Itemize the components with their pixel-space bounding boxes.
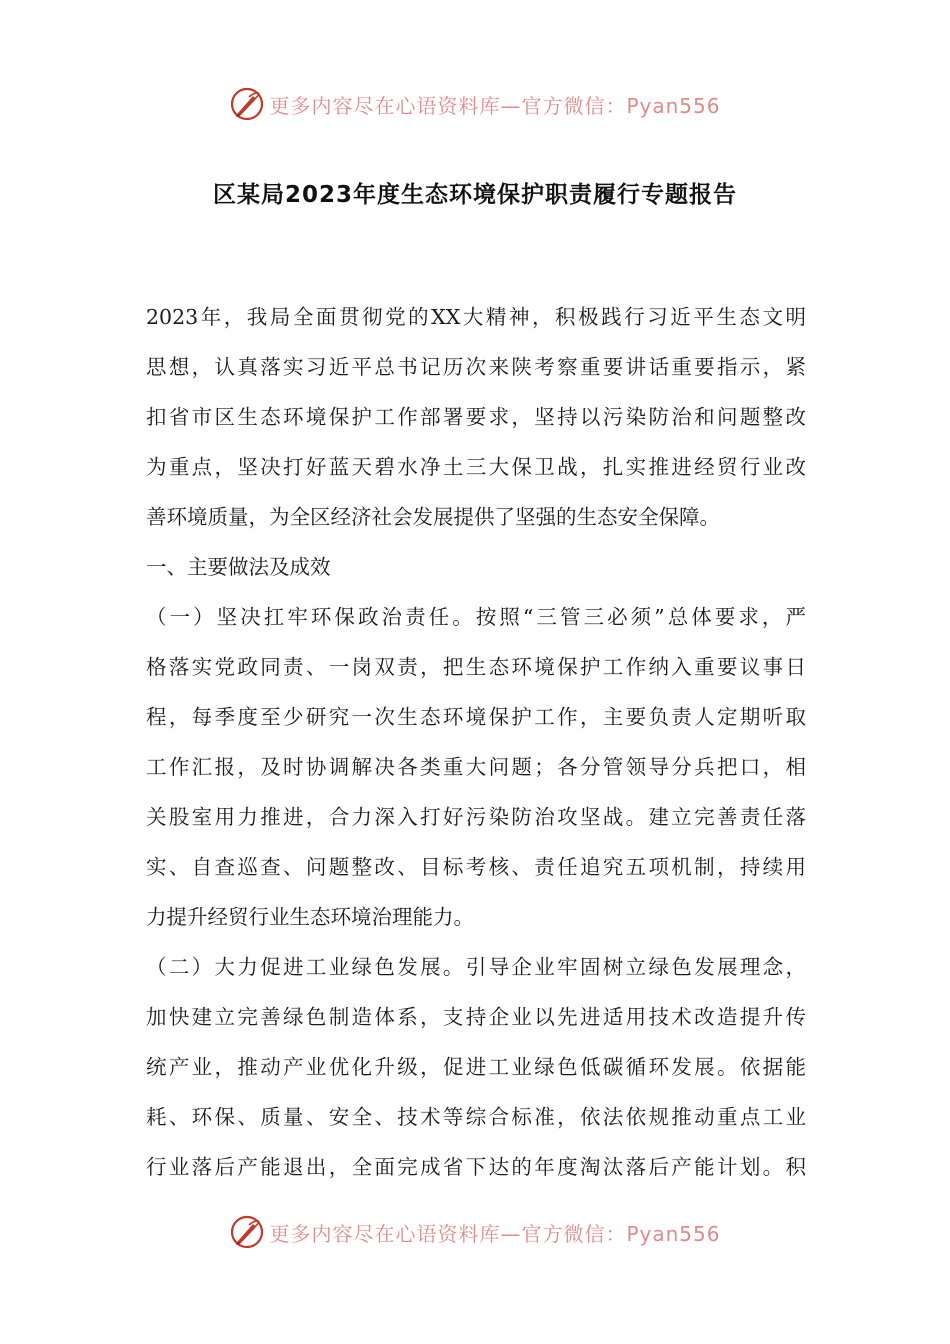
paragraph-line: 实、自查巡查、问题整改、目标考核、责任追究五项机制，持续用 [146, 855, 806, 879]
paragraph-line: 2023年，我局全面贯彻党的XX大精神，积极践行习近平生态文明 [146, 305, 806, 329]
paragraph-line: 耗、环保、质量、安全、技术等综合标准，依法依规推动重点工业 [146, 1105, 806, 1129]
footer-banner [0, 1212, 950, 1252]
quill-logo-icon [229, 1214, 265, 1250]
paragraph-line: 力提升经贸行业生态环境治理能力。 [146, 905, 474, 929]
document-title: 区某局2023年度生态环境保护职责履行专题报告 [212, 182, 737, 208]
paragraph-line: 加快建立完善绿色制造体系，支持企业以先进适用技术改造提升传 [146, 1005, 806, 1029]
section-heading: 一、主要做法及成效 [146, 555, 331, 579]
paragraph-line: （二）大力促进工业绿色发展。引导企业牢固树立绿色发展理念， [146, 955, 806, 979]
document-body [146, 292, 806, 1192]
paragraph-line: 思想，认真落实习近平总书记历次来陕考察重要讲话重要指示，紧 [146, 355, 806, 379]
paragraph-line: 扣省市区生态环境保护工作部署要求，坚持以污染防治和问题整改 [146, 405, 806, 429]
header-banner [0, 84, 950, 124]
footer-banner-text: 更多内容尽在心语资料库—官方微信：Pyan556 [269, 1221, 721, 1246]
paragraph-line: （一）坚决扛牢环保政治责任。按照“三管三必须”总体要求，严 [146, 605, 806, 629]
paragraph-line: 善环境质量，为全区经济社会发展提供了坚强的生态安全保障。 [146, 505, 720, 529]
quill-logo-icon [229, 86, 265, 122]
header-banner-text: 更多内容尽在心语资料库—官方微信：Pyan556 [269, 93, 721, 118]
paragraph-line: 行业落后产能退出，全面完成省下达的年度淘汰落后产能计划。积 [146, 1155, 806, 1179]
paragraph-line: 工作汇报，及时协调解决各类重大问题；各分管领导分兵把口，相 [146, 755, 806, 779]
paragraph-line: 为重点，坚决打好蓝天碧水净土三大保卫战，扎实推进经贸行业改 [146, 455, 806, 479]
paragraph-line: 关股室用力推进，合力深入打好污染防治攻坚战。建立完善责任落 [146, 805, 806, 829]
paragraph-line: 格落实党政同责、一岗双责，把生态环境保护工作纳入重要议事日 [146, 655, 806, 679]
paragraph-line: 统产业，推动产业优化升级，促进工业绿色低碳循环发展。依据能 [146, 1055, 806, 1079]
paragraph-line: 程，每季度至少研究一次生态环境保护工作，主要负责人定期听取 [146, 705, 806, 729]
